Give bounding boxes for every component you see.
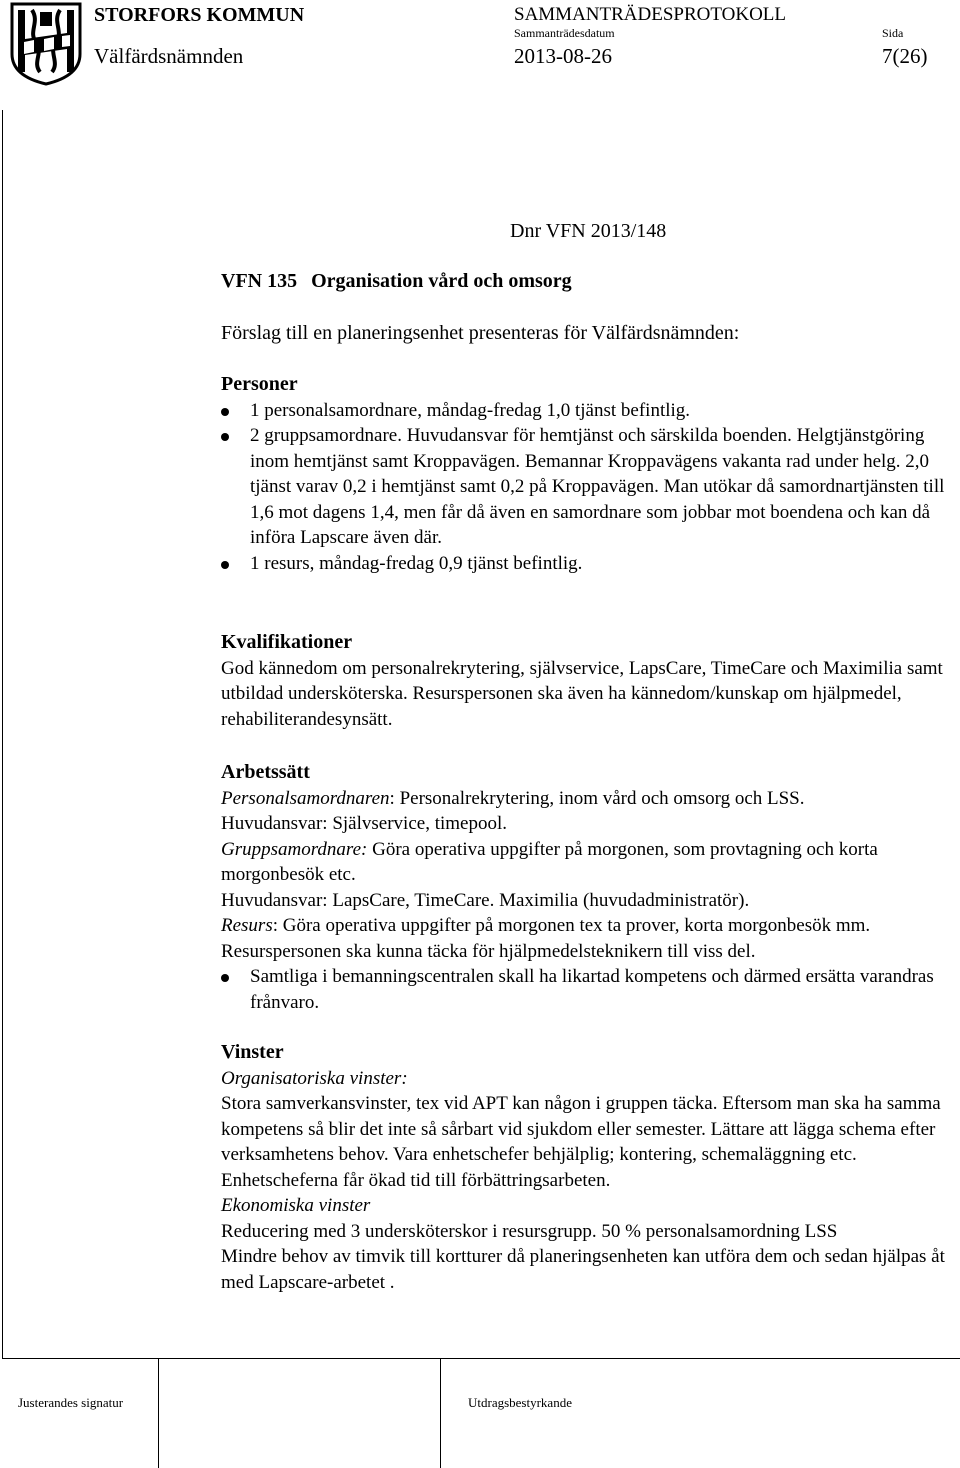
section-kvalifikationer — [221, 630, 951, 732]
footer-rule — [2, 1358, 960, 1359]
list-item: 2 gruppsamordnare. Huvudansvar för hemtjänst och särskilda boenden. Helgtjänstgöring inom hemtjänst samt Kroppavägen. Bemannar Kroppavägens vakanta rad under helg. 2,0 tjänst varav 0,2 i hemtjänst samt 0,2 på Kroppavägen. Man utökar då samordnartjänsten till 1,6 mot dagens 1,4, men får då även en samordnare som jobbar mot boendena och kan då införa Lapscare även där. — [250, 423, 951, 551]
paragraph-text: Göra operativa uppgifter på morgonen, som provtagning och korta morgonbesök etc. — [221, 838, 878, 885]
role-label: Personalsamordnaren — [221, 787, 390, 809]
list-item: Samtliga i bemanningscentralen skall ha likartad kompetens och därmed ersätta varandras frånvaro. — [250, 964, 951, 1015]
section-heading: Arbetssätt — [221, 761, 310, 783]
personer-list — [221, 398, 951, 577]
paragraph-text: : Göra operativa uppgifter på morgonen tex ta prover, korta morgonbesök mm. Resurspersonen ska kunna täcka för hjälpmedelsteknikern till viss del. — [221, 915, 871, 962]
case-title: Organisation vård och omsorg — [311, 270, 572, 292]
list-item: 1 resurs, måndag-fredag 0,9 tjänst befintlig. — [250, 551, 951, 577]
section-heading: Personer — [221, 373, 298, 395]
section-arbetssatt — [221, 760, 951, 1015]
subheading-text: Organisatoriska vinster: — [221, 1067, 408, 1089]
meeting-date-label: Sammanträdesdatum — [514, 26, 615, 40]
document-type: SAMMANTRÄDESPROTOKOLL — [514, 4, 787, 25]
paragraph: Mindre behov av timvik till kortturer då planeringsenheten kan utföra dem och sedan hjälpas åt med Lapscare-arbetet . — [221, 1246, 945, 1293]
left-margin-rule — [2, 110, 3, 1358]
paragraph — [221, 786, 951, 812]
meeting-date: 2013-08-26 — [514, 44, 612, 68]
case-number: VFN 135 — [221, 270, 298, 292]
paragraph-text: : Personalrekrytering, inom vård och omsorg och LSS. — [389, 787, 805, 809]
paragraph: Reducering med 3 undersköterskor i resursgrupp. 50 % personalsamordning LSS — [221, 1220, 838, 1242]
case-dnr: Dnr VFN 2013/148 — [510, 220, 667, 242]
paragraph: Stora samverkansvinster, tex vid APT kan någon i gruppen täcka. Eftersom man ska ha samma kompetens så blir det inte så sårbart vid sjukdom eller semester. Lättare att lägga schema efter verksamhetens behov. Vara enhetschefer behjälplig; kontering, schemaläggning etc. Enhetscheferna får ökad tid till förbättringsarbeten. — [221, 1093, 941, 1191]
signature-label: Justerandes signatur — [18, 1395, 124, 1410]
case-intro: Förslag till en planeringsenhet presenteras för Välfärdsnämnden: — [221, 322, 740, 344]
case-heading — [221, 270, 572, 293]
board-name: Välfärdsnämnden — [94, 44, 244, 68]
section-vinster — [221, 1040, 951, 1295]
page-label: Sida — [882, 26, 904, 40]
role-label: Gruppsamordnare: — [221, 838, 368, 860]
page-number: 7(26) — [882, 44, 928, 68]
footer-divider — [158, 1358, 159, 1468]
paragraph: God kännedom om personalrekrytering, självservice, LapsCare, TimeCare och Maximilia samt utbildad undersköterska. Resurspersonen ska även ha kännedom/kunskap om hjälpmedel, rehabiliterandesynsätt. — [221, 657, 943, 730]
paragraph — [221, 837, 951, 888]
subheading-text: Ekonomiska vinster — [221, 1195, 371, 1216]
list-item: 1 personalsamordnare, måndag-fredag 1,0 tjänst befintlig. — [250, 398, 951, 424]
paragraph — [221, 913, 951, 964]
section-personer — [221, 372, 951, 576]
role-label: Resurs — [221, 915, 273, 936]
section-heading: Kvalifikationer — [221, 631, 353, 653]
footer-divider — [440, 1358, 441, 1468]
organization-name: STORFORS KOMMUN — [94, 4, 305, 26]
municipal-crest-logo — [10, 2, 82, 86]
extract-label: Utdragsbestyrkande — [468, 1395, 572, 1410]
subheading — [221, 1193, 951, 1219]
paragraph: Huvudansvar: Självservice, timepool. — [221, 813, 507, 834]
paragraph: Huvudansvar: LapsCare, TimeCare. Maximilia (huvudadministratör). — [221, 889, 750, 911]
arbetssatt-list — [221, 964, 951, 1015]
section-heading: Vinster — [221, 1041, 284, 1063]
subheading — [221, 1066, 951, 1092]
